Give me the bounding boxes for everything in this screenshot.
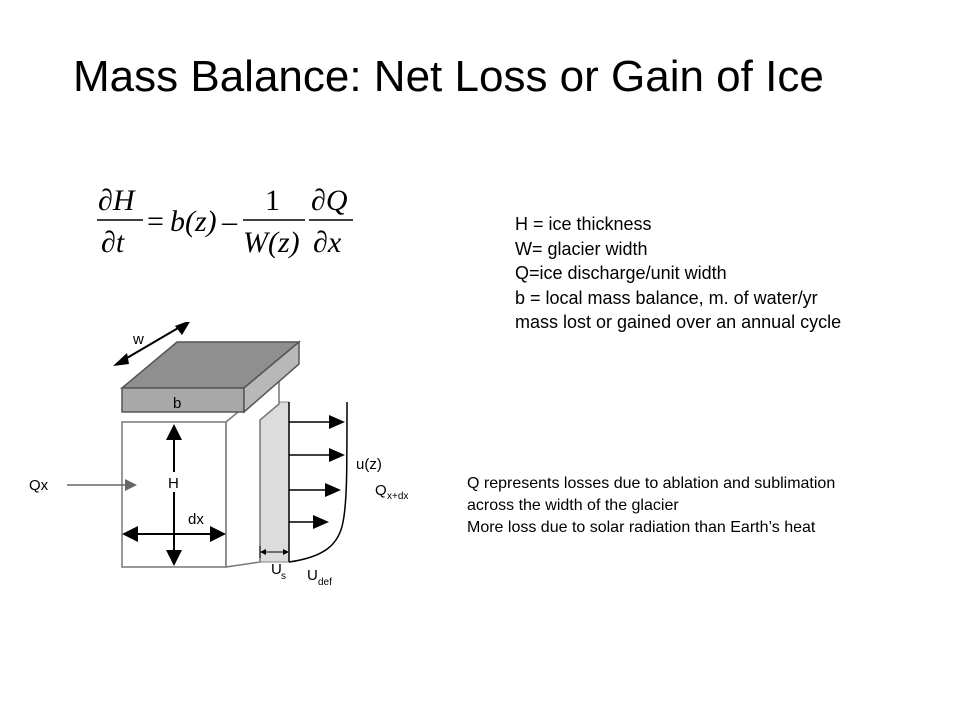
variable-definitions [515, 212, 841, 335]
label-dx: dx [188, 511, 204, 528]
slab-front-face [122, 388, 244, 412]
label-uz: u(z) [356, 456, 382, 473]
note-width: across the width of the glacier [467, 497, 679, 514]
definition-q: Q=ice discharge/unit width [515, 263, 727, 283]
label-us-sub: s [281, 571, 286, 582]
label-q-main: Q [375, 482, 387, 499]
mass-balance-equation [95, 180, 370, 260]
velocity-profile-curve [289, 402, 347, 562]
label-q-sub: x+dx [387, 491, 409, 502]
glacier-column-diagram [25, 322, 445, 600]
notes-block [467, 473, 835, 539]
eq-dq: ∂Q [311, 184, 348, 217]
velocity-arrowhead-3 [325, 483, 341, 497]
eq-dh: ∂H [98, 184, 135, 217]
label-udef-sub: def [318, 577, 332, 588]
eq-one: 1 [265, 184, 280, 217]
definition-b: b = local mass balance, m. of water/yr [515, 287, 818, 308]
note-solar: More loss due to solar radiation than Earth’s heat [467, 519, 816, 536]
definition-w: W= glacier width [515, 238, 648, 259]
eq-dx: ∂x [313, 226, 342, 259]
label-udef-main: U [307, 567, 318, 584]
eq-bz: b(z) [170, 205, 217, 238]
velocity-arrowhead-2 [329, 448, 345, 462]
label-b: b [173, 395, 182, 412]
velocity-arrowhead-4 [313, 515, 329, 529]
label-h: H [168, 475, 179, 492]
velocity-arrowhead-1 [329, 415, 345, 429]
eq-dt: ∂t [101, 226, 125, 259]
width-arrowhead-left [113, 353, 129, 366]
label-qx: Qx [29, 477, 49, 494]
label-w: w [133, 331, 144, 348]
eq-wz: W(z) [243, 226, 300, 259]
eq-minus: – [222, 205, 237, 238]
label-us-main: U [271, 561, 282, 578]
slide-title: Mass Balance: Net Loss or Gain of Ice [73, 52, 824, 101]
width-arrowhead-right [175, 322, 191, 335]
definition-mass: mass lost or gained over an annual cycle [515, 312, 842, 332]
eq-equals: = [147, 205, 164, 238]
note-losses: Q represents losses due to ablation and sublimation [467, 475, 836, 492]
basal-slip-strip [260, 402, 289, 562]
definition-h: H = ice thickness [515, 214, 652, 234]
